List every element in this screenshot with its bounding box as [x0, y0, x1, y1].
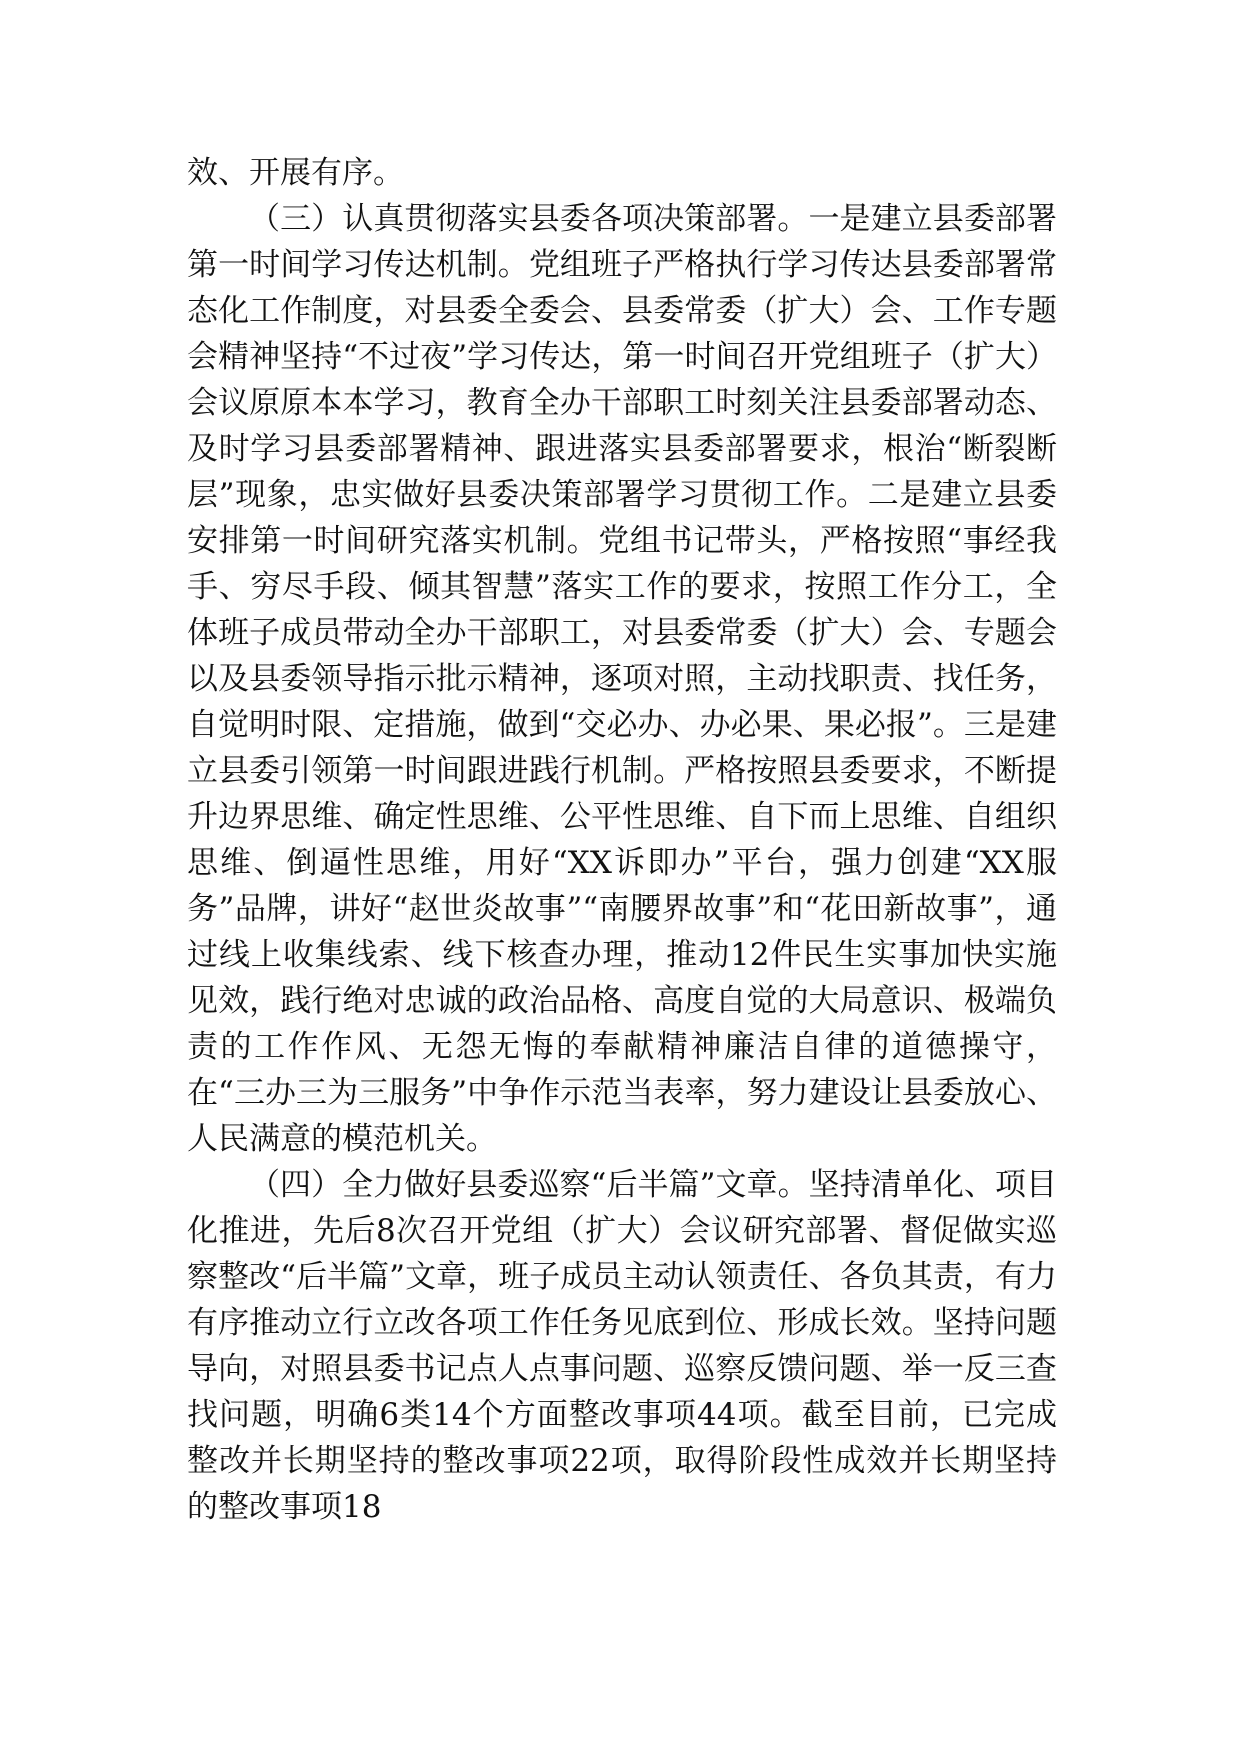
- paragraph-section-four: （四）全力做好县委巡察“后半篇”文章。坚持清单化、项目化推进，先后8次召开党组（扩大）会议研究部署、督促做实巡察整改“后半篇”文章，班子成员主动认领责任、各负其责，有力有序推动立行立改各项工作任务见底到位、形成长效。坚持问题导向，对照县委书记点人点事问题、巡察反馈问题、举一反三查找问题，明确6类14个方面整改事项44项。截至目前，已完成整改并长期坚持的整改事项22项，取得阶段性成效并长期坚持的整改事项18: [187, 1167, 1057, 1525]
- paragraph-section-three: （三）认真贯彻落实县委各项决策部署。一是建立县委部署第一时间学习传达机制。党组班子严格执行学习传达县委部署常态化工作制度，对县委全委会、县委常委（扩大）会、工作专题会精神坚持“不过夜”学习传达，第一时间召开党组班子（扩大）会议原原本本学习，教育全办干部职工时刻关注县委部署动态、及时学习县委部署精神、跟进落实县委部署要求，根治“断裂断层”现象，忠实做好县委决策部署学习贯彻工作。二是建立县委安排第一时间研究落实机制。党组书记带头，严格按照“事经我手、穷尽手段、倾其智慧”落实工作的要求，按照工作分工，全体班子成员带动全办干部职工，对县委常委（扩大）会、专题会以及县委领导指示批示精神，逐项对照，主动找职责、找任务，自觉明时限、定措施，做到“交必办、办必果、果必报”。三是建立县委引领第一时间跟进践行机制。严格按照县委要求，不断提升边界思维、确定性思维、公平性思维、自下而上思维、自组织思维、倒逼性思维，用好“XX诉即办”平台，强力创建“XX服务”品牌，讲好“赵世炎故事”“南腰界故事”和“花田新故事”，通过线上收集线索、线下核查办理，推动12件民生实事加快实施见效，践行绝对忠诚的政治品格、高度自觉的大局意识、极端负责的工作作风、无怨无悔的奉献精神廉洁自律的道德操守，在“三办三为三服务”中争作示范当表率，努力建设让县委放心、人民满意的模范机关。: [187, 201, 1057, 1157]
- paragraph-continuation: 效、开展有序。: [187, 155, 404, 191]
- document-body: [187, 150, 1057, 1530]
